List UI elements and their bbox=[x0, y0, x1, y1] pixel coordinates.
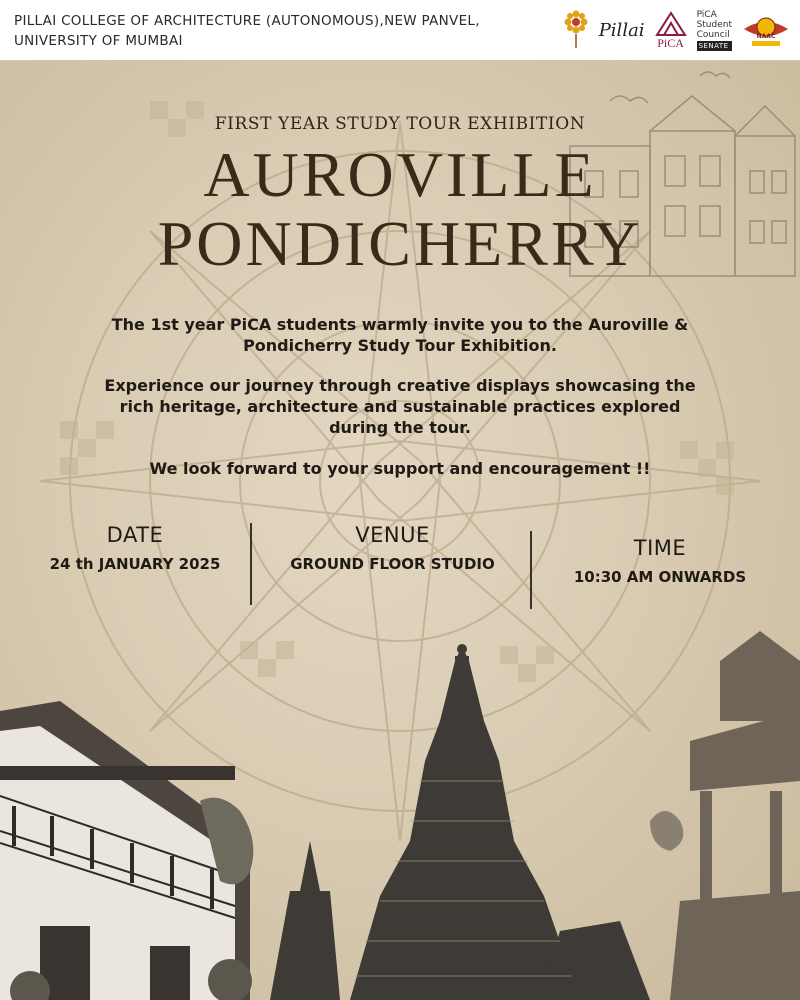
time-block bbox=[550, 536, 770, 586]
senate-badge: SENATE bbox=[697, 41, 732, 51]
venue-block bbox=[265, 523, 520, 573]
pica-logo-text: PiCA bbox=[657, 36, 684, 50]
time-label: TIME bbox=[633, 536, 687, 560]
council-line2: Student bbox=[696, 19, 732, 30]
invitation-paragraph: The 1st year PiCA students warmly invite you to the Auroville & Pondicherry Study Tour Exhibition. bbox=[111, 315, 689, 355]
temple-tower-photo bbox=[270, 644, 650, 1000]
experience-paragraph: Experience our journey through creative displays showcasing the rich heritage, architecture and sustainable practices explored during the tour. bbox=[104, 376, 696, 437]
closing-paragraph: We look forward to your support and encouragement !! bbox=[149, 459, 651, 478]
venue-label: VENUE bbox=[355, 523, 430, 547]
date-value: 24 th JANUARY 2025 bbox=[49, 555, 221, 573]
college-name bbox=[14, 11, 534, 51]
pica-logo bbox=[655, 11, 687, 49]
logo-strip bbox=[563, 8, 790, 52]
title-pondicherry: PONDICHERRY bbox=[157, 208, 643, 279]
naac-badge-icon bbox=[742, 11, 790, 49]
pica-mark-icon bbox=[655, 11, 687, 37]
naac-logo-text: NAAC bbox=[756, 33, 776, 40]
college-name-line1: PILLAI COLLEGE OF ARCHITECTURE (AUTONOMOUS),NEW PANVEL, bbox=[14, 13, 480, 29]
venue-value: GROUND FLOOR STUDIO bbox=[290, 555, 495, 573]
naac-logo bbox=[742, 11, 790, 49]
council-line3: Council bbox=[696, 29, 730, 40]
exhibition-poster bbox=[0, 61, 800, 1000]
colonial-building-photo bbox=[0, 701, 253, 1000]
council-line1: PiCA bbox=[696, 9, 717, 20]
header-bar bbox=[0, 0, 800, 61]
pillai-signature-logo: Pillai bbox=[598, 19, 645, 41]
title-auroville: AUROVILLE bbox=[203, 139, 597, 210]
date-block bbox=[30, 523, 240, 573]
student-council-logo bbox=[697, 10, 732, 51]
date-label: DATE bbox=[106, 523, 164, 547]
college-name-line2: UNIVERSITY OF MUMBAI bbox=[14, 33, 183, 49]
exhibition-subtitle: FIRST YEAR STUDY TOUR EXHIBITION bbox=[214, 114, 586, 134]
time-value: 10:30 AM ONWARDS bbox=[573, 568, 747, 586]
info-divider bbox=[530, 531, 532, 609]
flower-logo-icon bbox=[563, 10, 589, 50]
info-divider bbox=[250, 523, 252, 605]
pavilion-photo bbox=[650, 631, 800, 1000]
